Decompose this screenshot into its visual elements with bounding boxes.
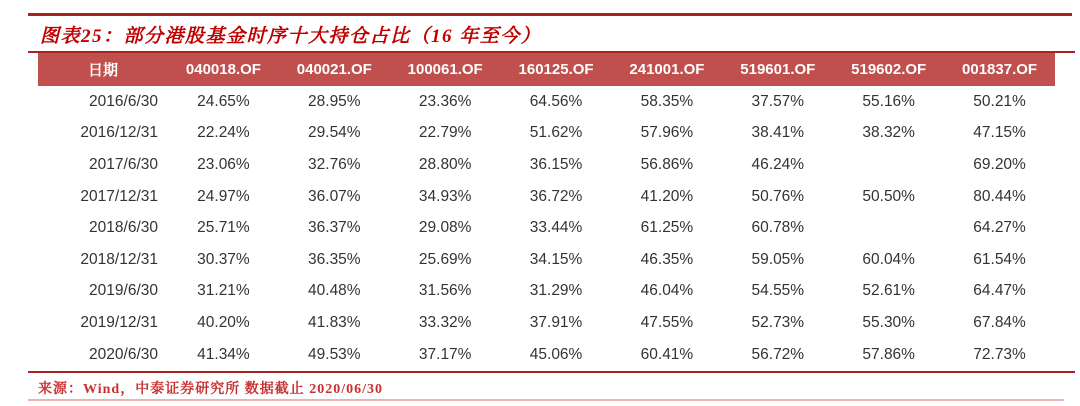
value-cell: 29.54% <box>279 118 390 150</box>
source-note: 来源：Wind，中泰证券研究所 数据截止 2020/06/30 <box>38 382 383 397</box>
value-cell: 67.84% <box>944 307 1055 339</box>
value-cell: 51.62% <box>501 118 612 150</box>
date-cell: 2016/12/31 <box>38 118 168 150</box>
value-cell: 37.17% <box>390 339 501 371</box>
table-row <box>38 86 1055 118</box>
value-cell: 25.69% <box>390 244 501 276</box>
value-cell: 34.93% <box>390 181 501 213</box>
value-cell: 40.48% <box>279 276 390 308</box>
value-cell: 61.25% <box>612 212 723 244</box>
table-row <box>38 181 1055 213</box>
value-cell: 55.16% <box>833 86 944 118</box>
value-cell: 40.20% <box>168 307 279 339</box>
date-cell: 2019/12/31 <box>38 307 168 339</box>
value-cell: 50.50% <box>833 181 944 213</box>
table-header-row <box>38 53 1055 86</box>
value-cell: 80.44% <box>944 181 1055 213</box>
date-cell: 2020/6/30 <box>38 339 168 371</box>
value-cell: 24.65% <box>168 86 279 118</box>
date-cell: 2018/12/31 <box>38 244 168 276</box>
value-cell: 37.57% <box>722 86 833 118</box>
value-cell: 50.21% <box>944 86 1055 118</box>
table-row <box>38 307 1055 339</box>
date-cell: 2017/12/31 <box>38 181 168 213</box>
table-row <box>38 276 1055 308</box>
column-header-241001-of: 241001.OF <box>612 53 723 86</box>
table-bottom-divider <box>28 371 1075 373</box>
table-row <box>38 149 1055 181</box>
value-cell: 33.32% <box>390 307 501 339</box>
value-cell: 31.21% <box>168 276 279 308</box>
value-cell: 47.15% <box>944 118 1055 150</box>
value-cell: 64.47% <box>944 276 1055 308</box>
table-body <box>38 86 1055 370</box>
value-cell: 60.78% <box>722 212 833 244</box>
value-cell: 38.41% <box>722 118 833 150</box>
value-cell: 55.30% <box>833 307 944 339</box>
value-cell: 28.80% <box>390 149 501 181</box>
value-cell: 54.55% <box>722 276 833 308</box>
value-cell: 25.71% <box>168 212 279 244</box>
date-cell: 2019/6/30 <box>38 276 168 308</box>
value-cell: 36.07% <box>279 181 390 213</box>
value-cell: 64.56% <box>501 86 612 118</box>
value-cell <box>833 212 944 244</box>
table-header <box>38 53 1055 86</box>
top-divider <box>28 13 1072 16</box>
table-row <box>38 339 1055 371</box>
date-cell: 2018/6/30 <box>38 212 168 244</box>
value-cell: 61.54% <box>944 244 1055 276</box>
date-cell: 2016/6/30 <box>38 86 168 118</box>
value-cell: 58.35% <box>612 86 723 118</box>
value-cell: 34.15% <box>501 244 612 276</box>
value-cell: 32.76% <box>279 149 390 181</box>
value-cell: 41.34% <box>168 339 279 371</box>
value-cell: 36.37% <box>279 212 390 244</box>
value-cell: 28.95% <box>279 86 390 118</box>
value-cell: 23.06% <box>168 149 279 181</box>
value-cell: 41.83% <box>279 307 390 339</box>
value-cell: 29.08% <box>390 212 501 244</box>
footer-divider <box>28 399 1064 401</box>
value-cell: 36.15% <box>501 149 612 181</box>
column-header-040018-of: 040018.OF <box>168 53 279 86</box>
value-cell: 22.24% <box>168 118 279 150</box>
value-cell <box>833 149 944 181</box>
fund-holdings-table <box>38 53 1055 370</box>
column-header-date: 日期 <box>38 53 168 86</box>
value-cell: 52.61% <box>833 276 944 308</box>
value-cell: 50.76% <box>722 181 833 213</box>
value-cell: 33.44% <box>501 212 612 244</box>
value-cell: 41.20% <box>612 181 723 213</box>
value-cell: 64.27% <box>944 212 1055 244</box>
column-header-519602-of: 519602.OF <box>833 53 944 86</box>
date-cell: 2017/6/30 <box>38 149 168 181</box>
value-cell: 45.06% <box>501 339 612 371</box>
table-row <box>38 244 1055 276</box>
figure-title: 图表25：部分港股基金时序十大持仓占比（16 年至今） <box>40 26 542 47</box>
value-cell: 38.32% <box>833 118 944 150</box>
value-cell: 31.56% <box>390 276 501 308</box>
value-cell: 24.97% <box>168 181 279 213</box>
value-cell: 72.73% <box>944 339 1055 371</box>
value-cell: 22.79% <box>390 118 501 150</box>
value-cell: 30.37% <box>168 244 279 276</box>
value-cell: 46.24% <box>722 149 833 181</box>
value-cell: 69.20% <box>944 149 1055 181</box>
value-cell: 47.55% <box>612 307 723 339</box>
value-cell: 46.04% <box>612 276 723 308</box>
table-row <box>38 118 1055 150</box>
column-header-001837-of: 001837.OF <box>944 53 1055 86</box>
value-cell: 60.41% <box>612 339 723 371</box>
value-cell: 56.86% <box>612 149 723 181</box>
column-header-160125-of: 160125.OF <box>501 53 612 86</box>
value-cell: 49.53% <box>279 339 390 371</box>
value-cell: 56.72% <box>722 339 833 371</box>
value-cell: 31.29% <box>501 276 612 308</box>
column-header-519601-of: 519601.OF <box>722 53 833 86</box>
value-cell: 52.73% <box>722 307 833 339</box>
value-cell: 46.35% <box>612 244 723 276</box>
column-header-040021-of: 040021.OF <box>279 53 390 86</box>
value-cell: 57.96% <box>612 118 723 150</box>
table-row <box>38 212 1055 244</box>
value-cell: 59.05% <box>722 244 833 276</box>
value-cell: 57.86% <box>833 339 944 371</box>
value-cell: 36.35% <box>279 244 390 276</box>
value-cell: 36.72% <box>501 181 612 213</box>
value-cell: 60.04% <box>833 244 944 276</box>
column-header-100061-of: 100061.OF <box>390 53 501 86</box>
value-cell: 23.36% <box>390 86 501 118</box>
value-cell: 37.91% <box>501 307 612 339</box>
